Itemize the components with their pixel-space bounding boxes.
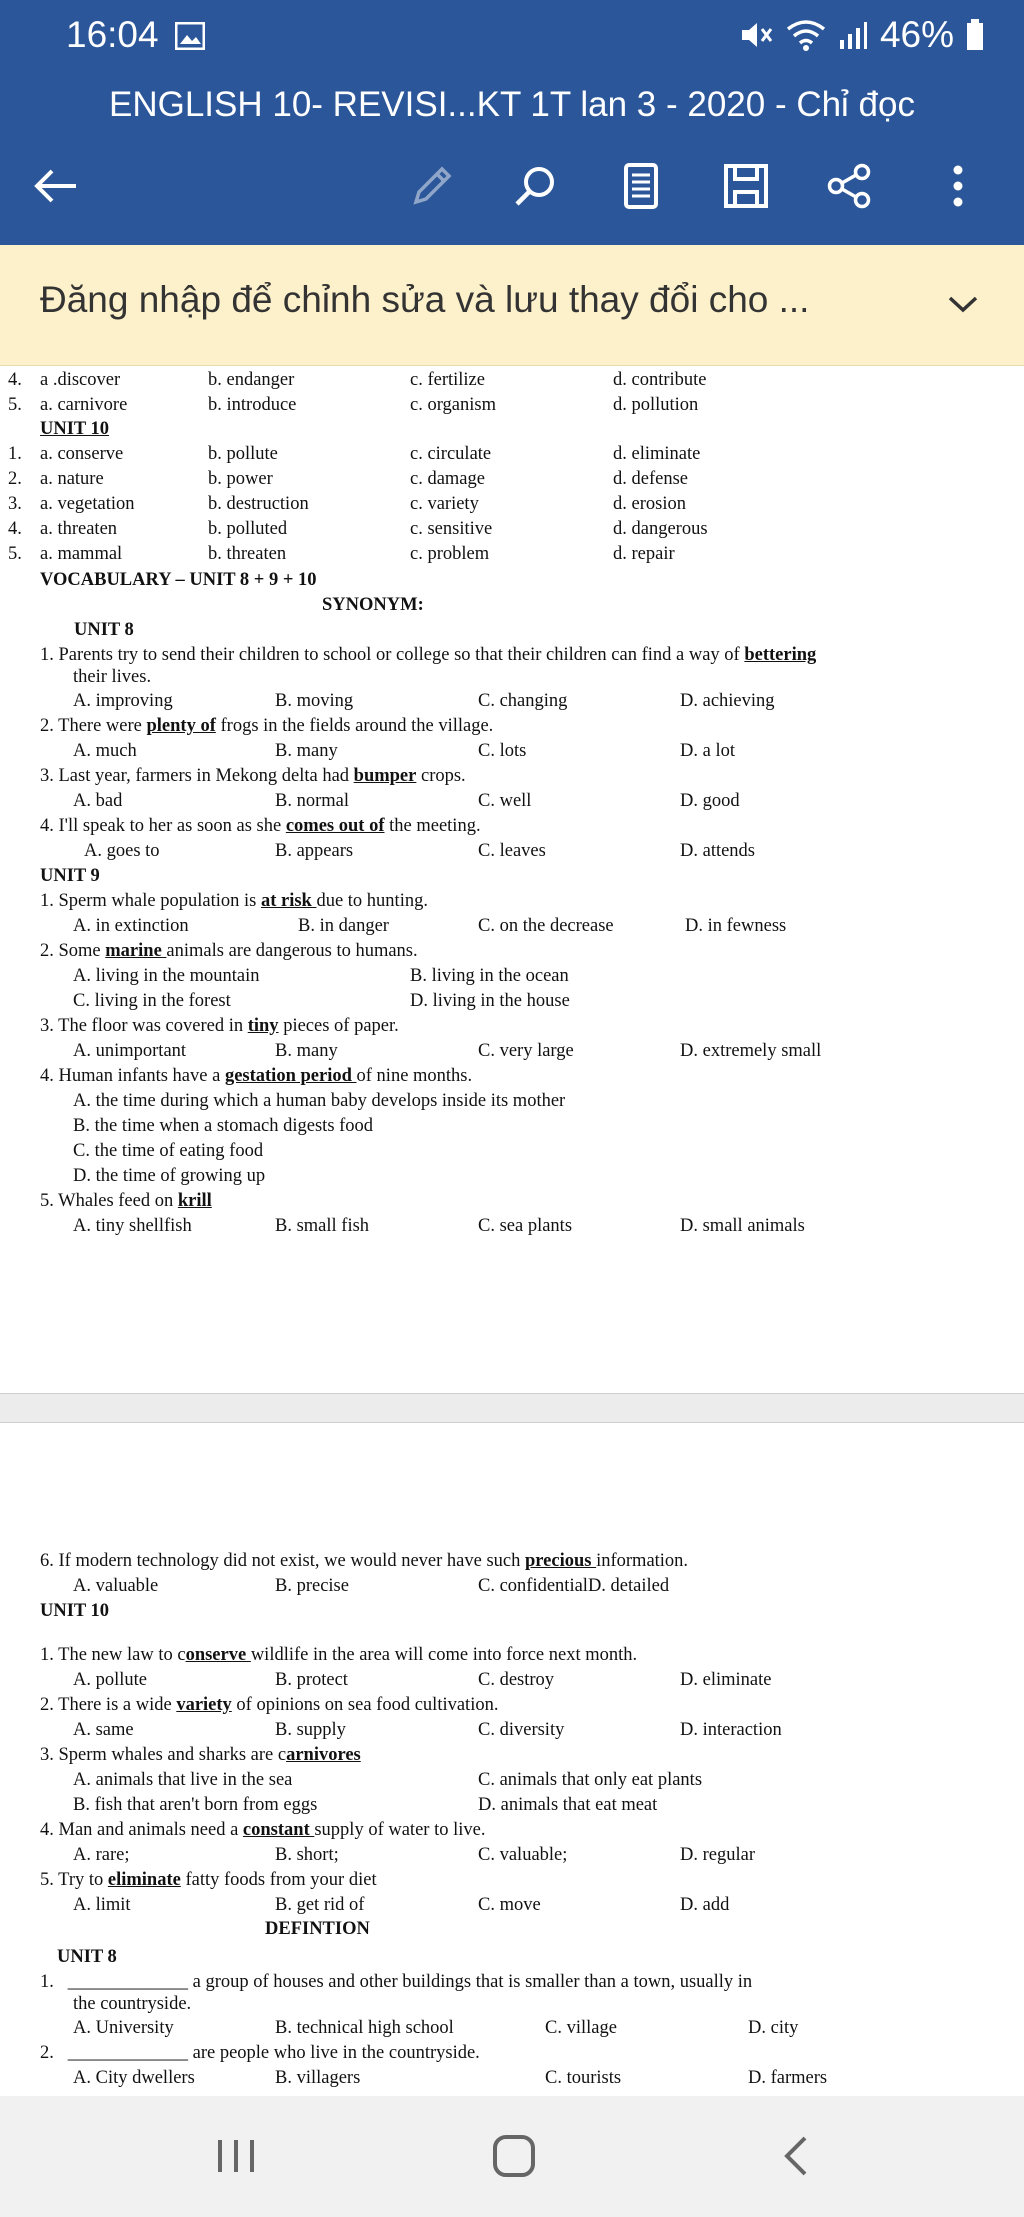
question-text: 4. Human infants have a gestation period of nine months. [40, 1066, 473, 1086]
doc-option: a .discover [40, 370, 121, 390]
back-arrow-icon [28, 158, 84, 214]
home-button[interactable] [486, 2128, 542, 2184]
answer-option: D. eliminate [680, 1670, 772, 1690]
answer-option: A. University [73, 2018, 174, 2038]
search-button[interactable] [508, 158, 564, 214]
doc-option: b. endanger [208, 370, 295, 390]
question-text: 3. Last year, farmers in Mekong delta had bumper crops. [40, 766, 466, 786]
home-icon [486, 2128, 542, 2184]
answer-option: D. the time of growing up [73, 1166, 266, 1186]
answer-option: C. village [545, 2018, 617, 2038]
answer-option: D. small animals [680, 1216, 805, 1236]
question-text: 1. The new law to conserve wildlife in the area will come into force next month. [40, 1645, 638, 1665]
share-button[interactable] [822, 158, 878, 214]
doc-option: b. power [208, 469, 273, 489]
doc-option: c. fertilize [410, 370, 485, 390]
answer-option: D. city [748, 2018, 799, 2038]
answer-option: C. leaves [478, 841, 546, 861]
answer-option: C. very large [478, 1041, 574, 1061]
unit-heading: UNIT 10 [40, 1601, 110, 1621]
answer-option: C. well [478, 791, 532, 811]
doc-line: 5. [8, 544, 22, 564]
doc-option: d. dangerous [613, 519, 708, 539]
app-header [0, 0, 1024, 245]
doc-option: d. pollution [613, 395, 699, 415]
answer-option: D. living in the house [410, 991, 570, 1011]
reading-view-button[interactable] [613, 158, 669, 214]
more-vertical-icon [930, 158, 986, 214]
signal-icon [838, 20, 868, 50]
status-bar [0, 0, 1024, 72]
sign-in-message: Đăng nhập để chỉnh sửa và lưu thay đổi cho ... [40, 279, 810, 320]
answer-option: A. same [73, 1720, 134, 1740]
question-text: 2. There were plenty of frogs in the fields around the village. [40, 716, 494, 736]
doc-option: a. carnivore [40, 395, 128, 415]
doc-option: d. contribute [613, 370, 707, 390]
answer-option: B. precise [275, 1576, 349, 1596]
question-text: 4. I'll speak to her as soon as she comes out of the meeting. [40, 816, 481, 836]
question-text: 1. _____________ a group of houses and other buildings that is smaller than a town, usually in [40, 1972, 753, 1992]
wifi-icon [786, 19, 826, 51]
answer-option: C. tourists [545, 2068, 622, 2088]
answer-option: C. confidentialD. detailed [478, 1576, 670, 1596]
answer-option: D. interaction [680, 1720, 782, 1740]
answer-option: B. appears [275, 841, 354, 861]
answer-option: A. goes to [84, 841, 160, 861]
answer-option: C. move [478, 1895, 541, 1915]
question-text: the countryside. [73, 1994, 192, 2014]
doc-option: c. sensitive [410, 519, 493, 539]
vocabulary-heading: VOCABULARY – UNIT 8 + 9 + 10 [40, 570, 317, 590]
answer-option: D. attends [680, 841, 756, 861]
answer-option: B. living in the ocean [410, 966, 569, 986]
answer-option: A. rare; [73, 1845, 130, 1865]
answer-option: B. get rid of [275, 1895, 365, 1915]
answer-option: C. destroy [478, 1670, 555, 1690]
page-break [0, 1393, 1024, 1423]
answer-option: A. limit [73, 1895, 131, 1915]
question-text: their lives. [73, 667, 152, 687]
share-icon [822, 158, 878, 214]
image-notification-icon [175, 22, 205, 50]
answer-option: A. unimportant [73, 1041, 187, 1061]
answer-option: B. many [275, 1041, 338, 1061]
recent-apps-icon [208, 2128, 264, 2184]
doc-option: c. problem [410, 544, 490, 564]
doc-option: a. nature [40, 469, 104, 489]
question-text: 3. Sperm whales and sharks are carnivores [40, 1745, 361, 1765]
question-text: 4. Man and animals need a constant supply of water to live. [40, 1820, 486, 1840]
more-options-button[interactable] [930, 158, 986, 214]
doc-option: d. defense [613, 469, 688, 489]
doc-option: a. mammal [40, 544, 123, 564]
question-text: 1. Sperm whale population is at risk due to hunting. [40, 891, 428, 911]
question-text: 2. _____________ are people who live in the countryside. [40, 2043, 480, 2063]
answer-option: C. lots [478, 741, 527, 761]
doc-line: 1. [8, 444, 22, 464]
answer-option: B. normal [275, 791, 349, 811]
answer-option: D. a lot [680, 741, 735, 761]
doc-option: a. threaten [40, 519, 118, 539]
answer-option: A. in extinction [73, 916, 189, 936]
pencil-icon [404, 158, 460, 214]
unit-heading: UNIT 10 [40, 419, 110, 439]
battery-icon [966, 19, 984, 51]
answer-option: A. valuable [73, 1576, 159, 1596]
answer-option: D. extremely small [680, 1041, 822, 1061]
unit-heading: UNIT 8 [57, 1947, 117, 1967]
answer-option: D. achieving [680, 691, 775, 711]
save-button[interactable] [718, 158, 774, 214]
chevron-down-icon[interactable] [938, 279, 988, 329]
doc-option: d. erosion [613, 494, 686, 514]
question-text: 5. Try to eliminate fatty foods from your diet [40, 1870, 377, 1890]
edit-button[interactable] [404, 158, 460, 214]
doc-option: a. conserve [40, 444, 124, 464]
question-text: 3. The floor was covered in tiny pieces of paper. [40, 1016, 399, 1036]
answer-option: B. technical high school [275, 2018, 454, 2038]
doc-option: a. vegetation [40, 494, 135, 514]
answer-option: B. moving [275, 691, 354, 711]
reading-view-icon [613, 158, 669, 214]
back-button[interactable] [28, 158, 84, 214]
doc-option: b. introduce [208, 395, 297, 415]
question-text: 2. Some marine animals are dangerous to humans. [40, 941, 418, 961]
answer-option: A. City dwellers [73, 2068, 195, 2088]
back-nav-button[interactable] [770, 2128, 826, 2184]
answer-option: A. animals that live in the sea [73, 1770, 293, 1790]
question-text: 2. There is a wide variety of opinions on sea food cultivation. [40, 1695, 499, 1715]
status-time: 16:04 [66, 14, 159, 55]
doc-line: 4. [8, 519, 22, 539]
unit-heading: UNIT 9 [40, 866, 100, 886]
doc-option: c. damage [410, 469, 485, 489]
doc-line: 4. [8, 370, 22, 390]
status-right [740, 14, 984, 56]
answer-option: B. the time when a stomach digests food [73, 1116, 374, 1136]
answer-option: D. add [680, 1895, 730, 1915]
synonym-heading: SYNONYM: [322, 595, 424, 615]
document-page[interactable] [0, 366, 1024, 2096]
battery-percent: 46% [879, 14, 954, 55]
doc-option: c. variety [410, 494, 479, 514]
answer-option: B. supply [275, 1720, 346, 1740]
answer-option: D. in fewness [685, 916, 787, 936]
answer-option: A. bad [73, 791, 123, 811]
doc-option: b. destruction [208, 494, 309, 514]
answer-option: C. animals that only eat plants [478, 1770, 703, 1790]
answer-option: C. diversity [478, 1720, 565, 1740]
search-icon [508, 158, 564, 214]
sign-in-banner[interactable] [0, 245, 1024, 366]
answer-option: C. sea plants [478, 1216, 573, 1236]
answer-option: C. the time of eating food [73, 1141, 264, 1161]
answer-option: A. improving [73, 691, 173, 711]
document-title: ENGLISH 10- REVISI...KT 1T lan 3 - 2020 - Chỉ đọc [108, 85, 915, 124]
answer-option: A. much [73, 741, 137, 761]
answer-option: B. villagers [275, 2068, 361, 2088]
answer-option: A. tiny shellfish [73, 1216, 192, 1236]
doc-line: 3. [8, 494, 22, 514]
answer-option: A. the time during which a human baby develops inside its mother [73, 1091, 566, 1111]
unit-heading: UNIT 8 [74, 620, 134, 640]
doc-option: c. organism [410, 395, 496, 415]
answer-option: C. changing [478, 691, 568, 711]
answer-option: C. valuable; [478, 1845, 568, 1865]
answer-option: A. living in the mountain [73, 966, 260, 986]
answer-option: B. short; [275, 1845, 339, 1865]
answer-option: C. living in the forest [73, 991, 231, 1011]
doc-line: 5. [8, 395, 22, 415]
answer-option: D. farmers [748, 2068, 828, 2088]
answer-option: A. pollute [73, 1670, 147, 1690]
system-nav-bar [0, 2096, 1024, 2217]
question-text: 6. If modern technology did not exist, we would never have such precious information. [40, 1551, 689, 1571]
back-chevron-icon [770, 2128, 826, 2184]
doc-option: b. threaten [208, 544, 287, 564]
answer-option: B. in danger [298, 916, 389, 936]
definition-heading: DEFINTION [265, 1919, 370, 1939]
answer-option: B. protect [275, 1670, 348, 1690]
doc-option: b. pollute [208, 444, 278, 464]
question-text: 1. Parents try to send their children to school or college so that their children can find a way of bettering [40, 645, 817, 665]
doc-option: d. repair [613, 544, 675, 564]
doc-option: c. circulate [410, 444, 492, 464]
doc-option: d. eliminate [613, 444, 701, 464]
question-text: 5. Whales feed on krill [40, 1191, 212, 1211]
answer-option: B. many [275, 741, 338, 761]
answer-option: B. fish that aren't born from eggs [73, 1795, 318, 1815]
doc-option: b. polluted [208, 519, 288, 539]
mute-icon [740, 20, 774, 50]
answer-option: B. small fish [275, 1216, 370, 1236]
answer-option: D. animals that eat meat [478, 1795, 658, 1815]
answer-option: C. on the decrease [478, 916, 614, 936]
answer-option: D. regular [680, 1845, 755, 1865]
recent-apps-button[interactable] [208, 2128, 264, 2184]
doc-line: 2. [8, 469, 22, 489]
answer-option: D. good [680, 791, 740, 811]
save-icon [718, 158, 774, 214]
